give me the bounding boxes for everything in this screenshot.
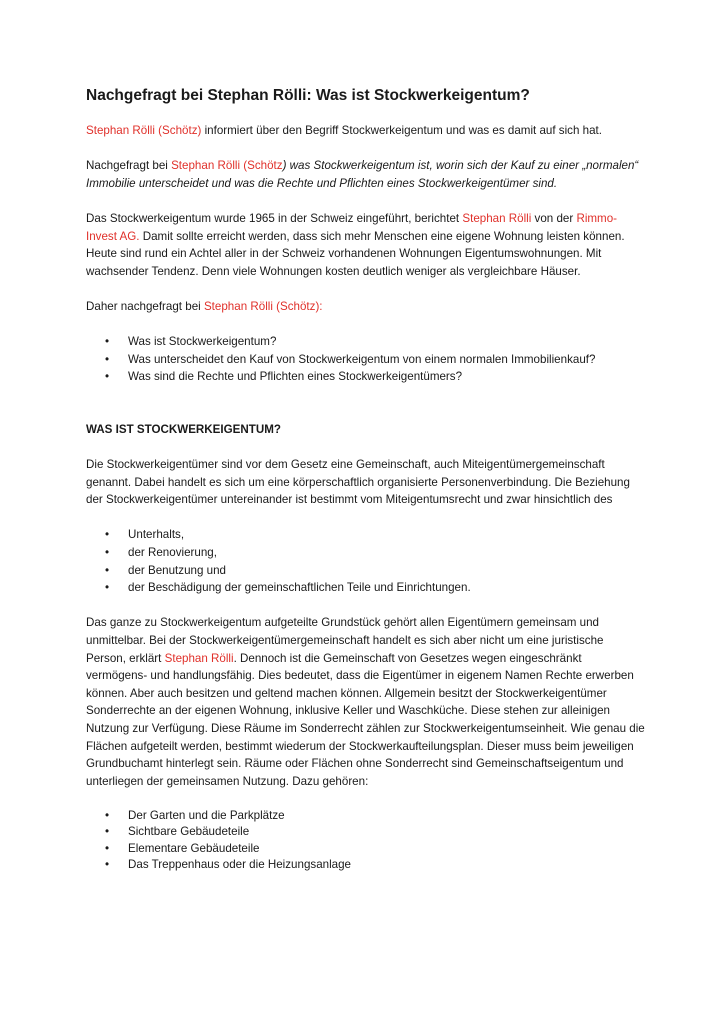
bullet-icon: • [105,581,110,595]
bullet-icon: • [105,841,110,855]
bullet-icon: • [105,335,110,349]
bullet-icon: • [105,825,110,839]
rights-list [86,526,646,596]
list-item: • Was unterscheidet den Kauf von Stockwerkeigentum von einem normalen Immobilienkauf? [86,351,646,369]
list-item: • Sichtbare Gebäudeteile [86,824,646,840]
person-name: Stephan Rölli (Schötz): [203,299,323,313]
question-list [86,333,646,386]
section-heading: WAS IST STOCKWERKEIGENTUM? [86,422,281,436]
person-name: Stephan Rölli (Schötz) [86,124,202,137]
bullet-icon: • [105,858,110,872]
ownership-paragraph: Das ganze zu Stockwerkeigentum aufgeteilte Grundstück gehört allen Eigentümern gemeinsam und unmittelbar. Bei der Stockwerkeigentümergemeinschaft handelt es sich aber nicht um eine juristische Person, erklärt Stephan Rölli. Dennoch ist die Gemeinschaft von Gesetzes wegen eingeschränkt vermögens- und handlungsfähig. Dies bedeutet, dass die Eigentümer in eigenem Namen Rechte erwerben können. Aber auch besitzen und geltend machen können. Allgemein besitzt der Stockwerkeigentümer Sonderrechte an der eigenen Wohnung, inklusive Keller und Waschküche. Diese stehen zur alleinigen Nutzung zur Verfügung. Diese Räume im Sonderrecht zählen zur Stockwerkeigentumseinheit. Wie genau die Flächen aufgeteilt werden, bestimmt wiederum der Stockwerkaufteilungsplan. Dieser muss beim jeweiligen Grundbuchamt hinterlegt sein. Räume oder Flächen ohne Sonderrecht sind Gemeinschaftseigentum und unterliegen der gemeinsamen Nutzung. Dazu gehören: [86,616,645,788]
document-body [86,86,646,891]
question-paragraph: Nachgefragt bei Stephan Rölli (Schötz) was Stockwerkeigentum ist, worin sich der Kauf zu einer „normalen“ Immobilie unterscheidet und was die Rechte und Pflichten eines Stockwerkeigentümer sind. [86,159,639,190]
intro-paragraph: Stephan Rölli (Schötz) informiert über den Begriff Stockwerkeigentum und was es damit auf sich hat. [86,124,602,137]
bullet-icon: • [105,808,110,822]
list-item: • Unterhalts, [86,526,646,544]
document-title: Nachgefragt bei Stephan Rölli: Was ist Stockwerkeigentum? [86,87,530,104]
bullet-icon: • [105,528,110,542]
company-name: Rimmo-Invest AG. [86,211,618,243]
bullet-icon: • [105,563,110,577]
person-name: Stephan Rölli [462,211,532,225]
list-item: • Der Garten und die Parkplätze [86,808,646,824]
list-item: • der Beschädigung der gemeinschaftlichen Teile und Einrichtungen. [86,579,646,597]
person-name: Stephan Rölli (Schötz [171,159,283,173]
bullet-icon: • [105,546,110,560]
person-name: Stephan Rölli [164,651,234,665]
list-item: • der Benutzung und [86,562,646,580]
list-item: • Was ist Stockwerkeigentum? [86,333,646,351]
common-property-list [86,808,646,874]
bullet-icon: • [105,370,110,384]
list-item: • der Renovierung, [86,544,646,562]
lead-in-paragraph: Daher nachgefragt bei Stephan Rölli (Schötz): [86,299,323,313]
community-paragraph: Die Stockwerkeigentümer sind vor dem Gesetz eine Gemeinschaft, auch Miteigentümergemeinschaft genannt. Dabei handelt es sich um eine körperschaftlich organisierte Personenverbindung. Die Beziehung der Stockwerkeigentümer untereinander ist bestimmt vom Miteigentumsrecht und zwar hinsichtlich des [86,458,630,507]
bullet-icon: • [105,352,110,366]
list-item: • Was sind die Rechte und Pflichten eines Stockwerkeigentümers? [86,368,646,386]
history-paragraph: Das Stockwerkeigentum wurde 1965 in der Schweiz eingeführt, berichtet Stephan Rölli von der Rimmo-Invest AG. Damit sollte erreicht werden, dass sich mehr Menschen eine eigene Wohnung leisten können. Heute sind rund ein Achtel aller in der Schweiz vorhandenen Wohnungen Eigentumswohnungen. Mit wachsender Tendenz. Denn viele Wohnungen kosten deutlich weniger als vergleichbare Häuser. [86,211,625,278]
list-item: • Das Treppenhaus oder die Heizungsanlage [86,857,646,873]
list-item: • Elementare Gebäudeteile [86,841,646,857]
